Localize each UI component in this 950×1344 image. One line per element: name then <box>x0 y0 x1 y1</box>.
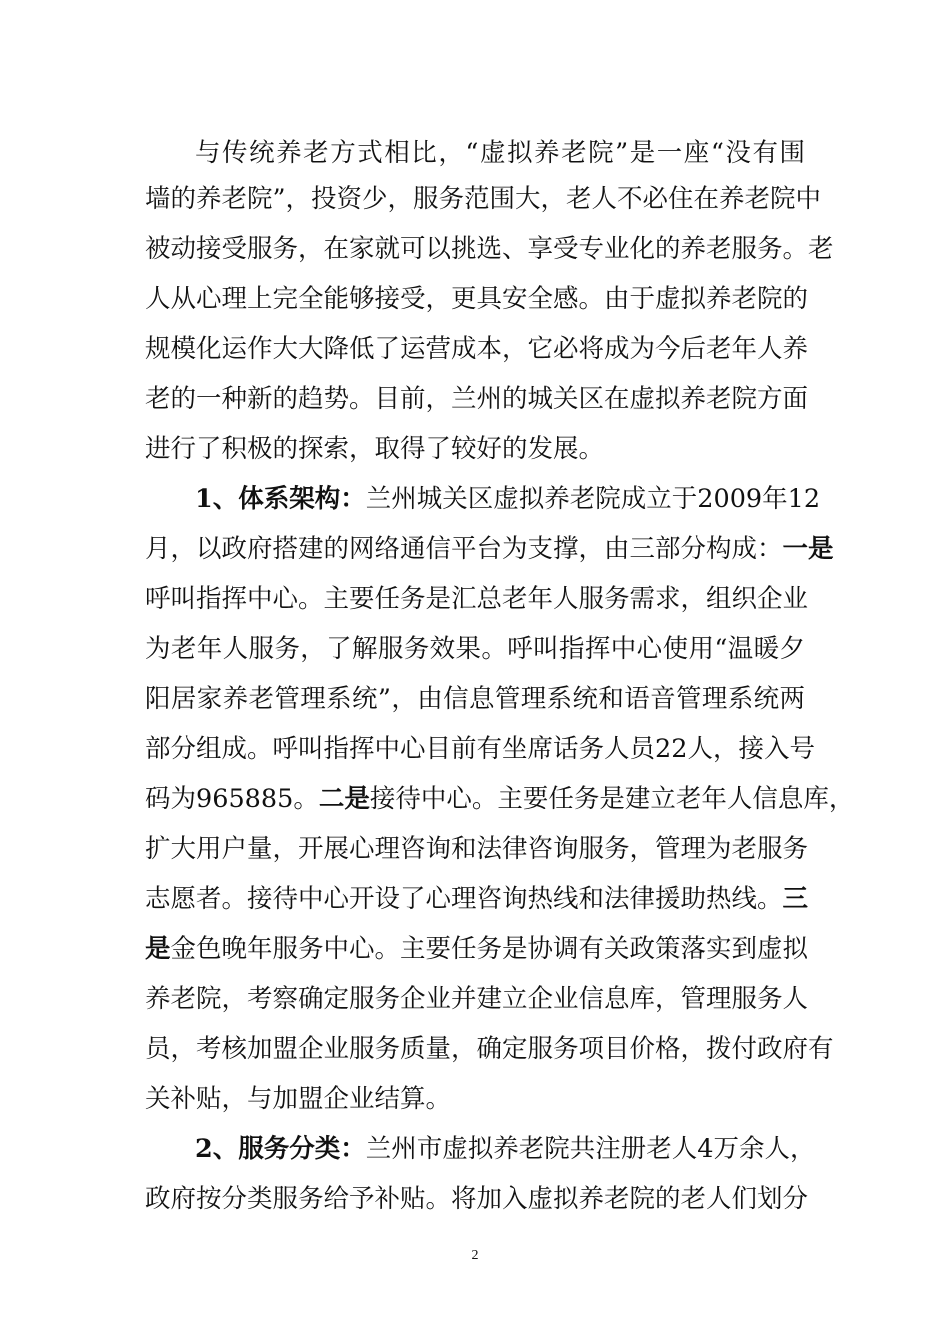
text-line: 人从心理上完全能够接受，更具安全感。由于虚拟养老院的 <box>145 284 809 314</box>
text-line: 码为965885。二是接待中心。主要任务是建立老年人信息库， <box>145 784 855 814</box>
text-line: 呼叫指挥中心。主要任务是汇总老年人服务需求，组织企业 <box>145 584 809 614</box>
section-heading: 1、体系架构： <box>195 484 366 514</box>
text-line: 2、服务分类：兰州市虚拟养老院共注册老人4万余人， <box>195 1134 816 1164</box>
text-line: 阳居家养老管理系统”，由信息管理系统和语音管理系统两 <box>145 684 805 714</box>
text-line: 进行了积极的探索，取得了较好的发展。 <box>145 434 605 464</box>
text-line: 扩大用户量，开展心理咨询和法律咨询服务，管理为老服务 <box>145 834 809 864</box>
text-line: 为老年人服务，了解服务效果。呼叫指挥中心使用“温暖夕 <box>145 634 805 664</box>
text-line: 志愿者。接待中心开设了心理咨询热线和法律援助热线。三 <box>145 884 809 914</box>
text-line: 墙的养老院”，投资少，服务范围大，老人不必住在养老院中 <box>145 184 822 214</box>
section-heading: 2、服务分类： <box>195 1134 366 1164</box>
text-line: 1、体系架构：兰州城关区虚拟养老院成立于2009年12 <box>195 484 821 514</box>
text-line: 是金色晚年服务中心。主要任务是协调有关政策落实到虚拟 <box>145 934 809 964</box>
text-line: 养老院，考察确定服务企业并建立企业信息库，管理服务人 <box>145 984 809 1014</box>
text-line: 规模化运作大大降低了运营成本，它必将成为今后老年人养 <box>145 334 809 364</box>
text-line: 关补贴，与加盟企业结算。 <box>145 1084 452 1114</box>
text-line: 员，考核加盟企业服务质量，确定服务项目价格，拨付政府有 <box>145 1034 834 1064</box>
text-line: 与传统养老方式相比，“虚拟养老院”是一座“没有围 <box>195 138 805 168</box>
text-line: 老的一种新的趋势。目前，兰州的城关区在虚拟养老院方面 <box>145 384 809 414</box>
page-number: 2 <box>471 1248 479 1263</box>
text-line: 被动接受服务，在家就可以挑选、享受专业化的养老服务。老 <box>145 234 834 264</box>
text-line: 月，以政府搭建的网络通信平台为支撑，由三部分构成：一是 <box>145 534 834 564</box>
text-line: 部分组成。呼叫指挥中心目前有坐席话务人员22人，接入号 <box>145 734 815 764</box>
text-line: 政府按分类服务给予补贴。将加入虚拟养老院的老人们划分 <box>145 1184 809 1214</box>
